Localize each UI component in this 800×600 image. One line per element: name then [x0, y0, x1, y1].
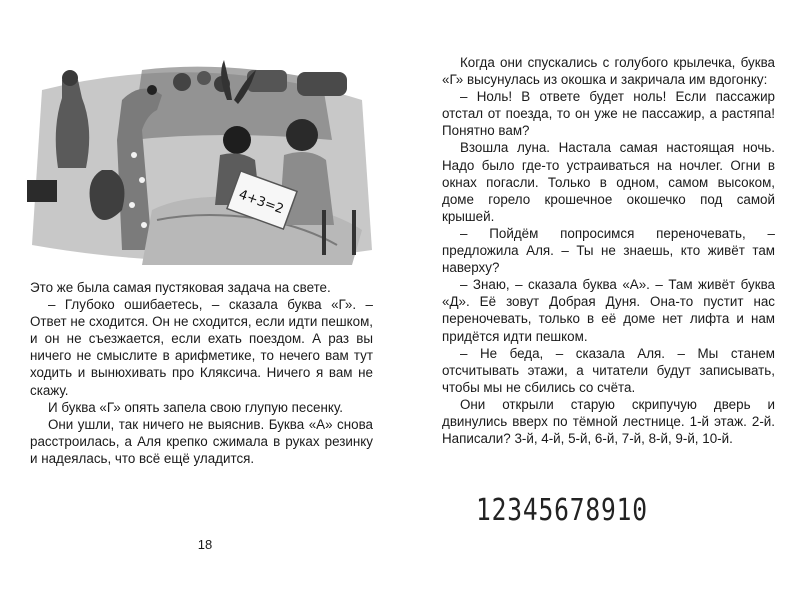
right-page-text [442, 54, 775, 447]
paragraph: Когда они спускались с голубого крылечка, буква «Г» высунулась из окошка и закричала им вдогонку: [442, 55, 775, 88]
paragraph: И буква «Г» опять запела свою глупую песенку. [48, 399, 343, 415]
paragraph: Это же была самая пустяковая задача на свете. [30, 280, 331, 295]
left-page-text [30, 279, 373, 467]
paragraph: – Пойдём попросимся переночевать, – предложила Аля. – Ты не знаешь, кто живёт там наверху? [442, 225, 775, 276]
paragraph: Они ушли, так ничего не выяснив. Буква «А» снова расстроилась, а Аля крепко сжимала в руках резинку и надеялась, что всё ещё уладится. [30, 416, 373, 466]
paragraph: Взошла луна. Настала самая настоящая ночь. Надо было где-то устраиваться на ночлег. Огни в окнах погасли. Только в одном, самом высоком, доме горело крошечное окошечко под самой крышей. [442, 140, 775, 224]
paragraph: Они открыли старую скрипучую дверь и двинулись вверх по тёмной лестнице. 1-й этаж. 2-й. Написали? 3-й, 4-й, 5-й, 6-й, 7-й, 8-й, 9-й, 10-й. [442, 396, 775, 447]
book-illustration [22, 60, 382, 265]
handwritten-digits: 12345678910 [476, 493, 648, 528]
paragraph: – Знаю, – сказала буква «А». – Там живёт буква «Д». Её зовут Добрая Дуня. Она-то пустит нас переночевать, только в её доме нет лифта и нам придётся идти пешком. [442, 277, 775, 344]
illustration-paper-label: 4+3=2 [236, 187, 286, 218]
paragraph: – Ноль! В ответе будет ноль! Если пассажир отстал от поезда, то он уже не пассажир, а растяпа! Понятно вам? [442, 89, 775, 139]
paragraph: – Глубоко ошибаетесь, – сказала буква «Г». – Ответ не сходится. Он не сходится, если идти пешком, и он не съезжается, если ехать поездом. А раз вы ничего не смыслите в арифметике, то нечего вам тут ходить и вынюхивать про Кляксича. Ничего я вам не скажу. [30, 297, 373, 398]
paragraph: – Не беда, – сказала Аля. – Мы станем отсчитывать этажи, а читатели будут записывать, чтобы мы не сбились со счёта. [442, 345, 775, 395]
page-number: 18 [197, 537, 213, 552]
